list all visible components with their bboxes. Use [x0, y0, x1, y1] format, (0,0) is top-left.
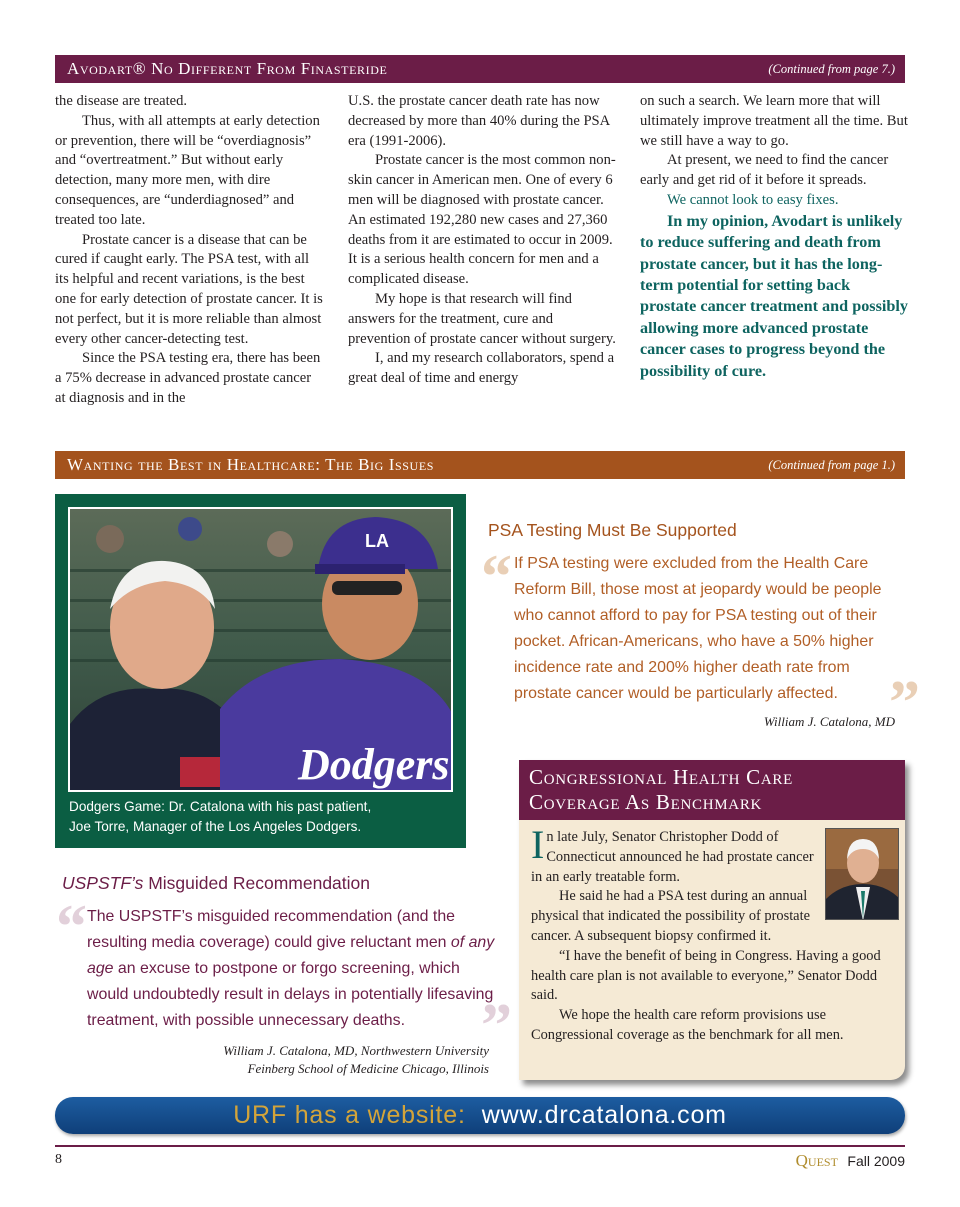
uspstf-attribution: [223, 1042, 489, 1077]
caption-line: Joe Torre, Manager of the Los Angeles Dodgers.: [69, 818, 362, 834]
sidebar-heading: [519, 760, 905, 820]
quote-emphasis: of any age: [87, 934, 495, 977]
attribution-line: Feinberg School of Medicine Chicago, Illinois: [247, 1060, 489, 1076]
photo-frame: [55, 494, 466, 848]
continued-note: (Continued from page 1.): [768, 457, 895, 472]
paragraph: I, and my research collaborators, spend a great deal of time and energy: [348, 350, 615, 387]
publication-name: Quest: [795, 1151, 838, 1170]
dodgers-photo: [68, 507, 453, 792]
cap-logo: LA: [365, 531, 389, 551]
uspstf-heading: [62, 873, 370, 894]
open-quote-icon: “: [481, 543, 512, 611]
caption-line: Dodgers Game: Dr. Catalona with his past patient,: [69, 799, 372, 814]
congressional-sidebar: [519, 760, 905, 1080]
drop-cap: I: [531, 822, 545, 867]
banner-title: Wanting the Best in Healthcare: The Big Issues: [67, 455, 435, 474]
heading-text: Misguided Recommendation: [143, 873, 371, 893]
opinion-pullout: In my opinion, Avodart is unlikely to reduce suffering and death from prostate cancer, but it has the long-term potential for setting back prostate cancer treatment and possibly allowing more advanced prostate cancer cases to progress beyond the possibility of cure.: [640, 211, 908, 380]
paragraph: Prostate cancer is a disease that can be cured if caught early. The PSA test, with all its helpful and recent variations, is the best one for early detection of prostate cancer. It is not perfect, but it is more reliable than almost every other cancer-detecting test.: [55, 231, 323, 347]
page-number: 8: [55, 1152, 62, 1167]
paragraph: Since the PSA testing era, there has been a 75% decrease in advanced prostate cancer at diagnosis and in the: [55, 350, 321, 406]
photo-caption: [69, 797, 459, 836]
open-quote-icon: “: [56, 893, 87, 961]
paragraph: He said he had a PSA test during an annual physical that indicated the possibility of prostate cancer. A subsequent biopsy confirmed it.: [531, 888, 810, 944]
website-banner[interactable]: [55, 1097, 905, 1134]
psa-attribution: William J. Catalona, MD: [763, 714, 895, 729]
section-banner-healthcare: [55, 451, 905, 479]
highlight-sentence: We cannot look to easy fixes.: [667, 191, 839, 208]
close-quote-icon: ”: [481, 992, 512, 1060]
issue-date: Fall 2009: [847, 1153, 905, 1169]
banner-title: Avodart® No Different From Finasteride: [67, 59, 388, 78]
paragraph: on such a search. We learn more that will ultimately improve treatment all the time. But we still have a way to go.: [640, 93, 908, 149]
quote-text: The USPSTF’s misguided recommendation (and the resulting media coverage) could give reluctant men: [87, 908, 456, 951]
continued-note: (Continued from page 7.): [768, 61, 895, 76]
paragraph: Prostate cancer is the most common non-skin cancer in American men. One of every 6 men will be diagnosed with prostate cancer. An estimated 192,280 new cases and 27,360 deaths from it are estimated to occur in 2009. It is a serious health concern for men and a complicated disease.: [348, 152, 616, 288]
uspstf-quote: [87, 904, 497, 1034]
jersey-text: Dodgers: [298, 740, 450, 789]
attribution-line: William J. Catalona, MD, Northwestern University: [223, 1043, 489, 1058]
article-column-1: [55, 92, 325, 409]
footer-divider: [55, 1145, 905, 1147]
paragraph: “I have the benefit of being in Congress. Having a good health care plan is not available to everyone,” Senator Dodd said.: [531, 947, 881, 1004]
paragraph-text: n late July, Senator Christopher Dodd of Connecticut announced he had prostate cancer in an early treatable form.: [531, 829, 814, 885]
footer-publication: [796, 1151, 905, 1171]
senator-portrait: [825, 828, 899, 920]
paragraph: At present, we need to find the cancer early and get rid of it before it spreads.: [640, 152, 889, 189]
website-link[interactable]: www.drcatalona.com: [481, 1101, 727, 1129]
psa-heading: PSA Testing Must Be Supported: [488, 520, 737, 540]
paragraph: U.S. the prostate cancer death rate has now decreased by more than 40% during the PSA era (1991-2006).: [348, 93, 610, 149]
quote-text: an excuse to postpone or forgo screening, which would undoubtedly result in delays in potentially lifesaving treatment, with possible unnecessary deaths.: [87, 960, 494, 1029]
article-column-3: [640, 92, 908, 382]
website-label: URF has a website:: [233, 1101, 466, 1129]
heading-line: Congressional Health Care: [529, 765, 793, 789]
paragraph: We hope the health care reform provisions use Congressional coverage as the benchmark for all men.: [531, 1007, 844, 1043]
section-banner-avodart: [55, 55, 905, 83]
psa-quote: If PSA testing were excluded from the Health Care Reform Bill, those most at jeopardy would be people who cannot afford to pay for PSA testing out of their pocket. African-Americans, who have a 50% higher incidence rate and 200% higher death rate from prostate cancer would be particularly affected.: [514, 555, 882, 702]
heading-line: Coverage As Benchmark: [529, 790, 763, 814]
paragraph: the disease are treated.: [55, 93, 188, 109]
heading-italic: USPSTF’s: [62, 873, 144, 893]
close-quote-icon: ”: [889, 669, 920, 737]
article-column-2: [348, 92, 616, 389]
sidebar-body: [531, 822, 899, 1046]
paragraph: My hope is that research will find answers for the treatment, cure and prevention of prostate cancer without surgery.: [348, 290, 616, 347]
paragraph: Thus, with all attempts at early detection or prevention, there will be “overdiagnosis” and “overtreatment.” But without early detection, many more men, with dire consequences, are “underdiagnosed” and treated too late.: [55, 112, 320, 228]
